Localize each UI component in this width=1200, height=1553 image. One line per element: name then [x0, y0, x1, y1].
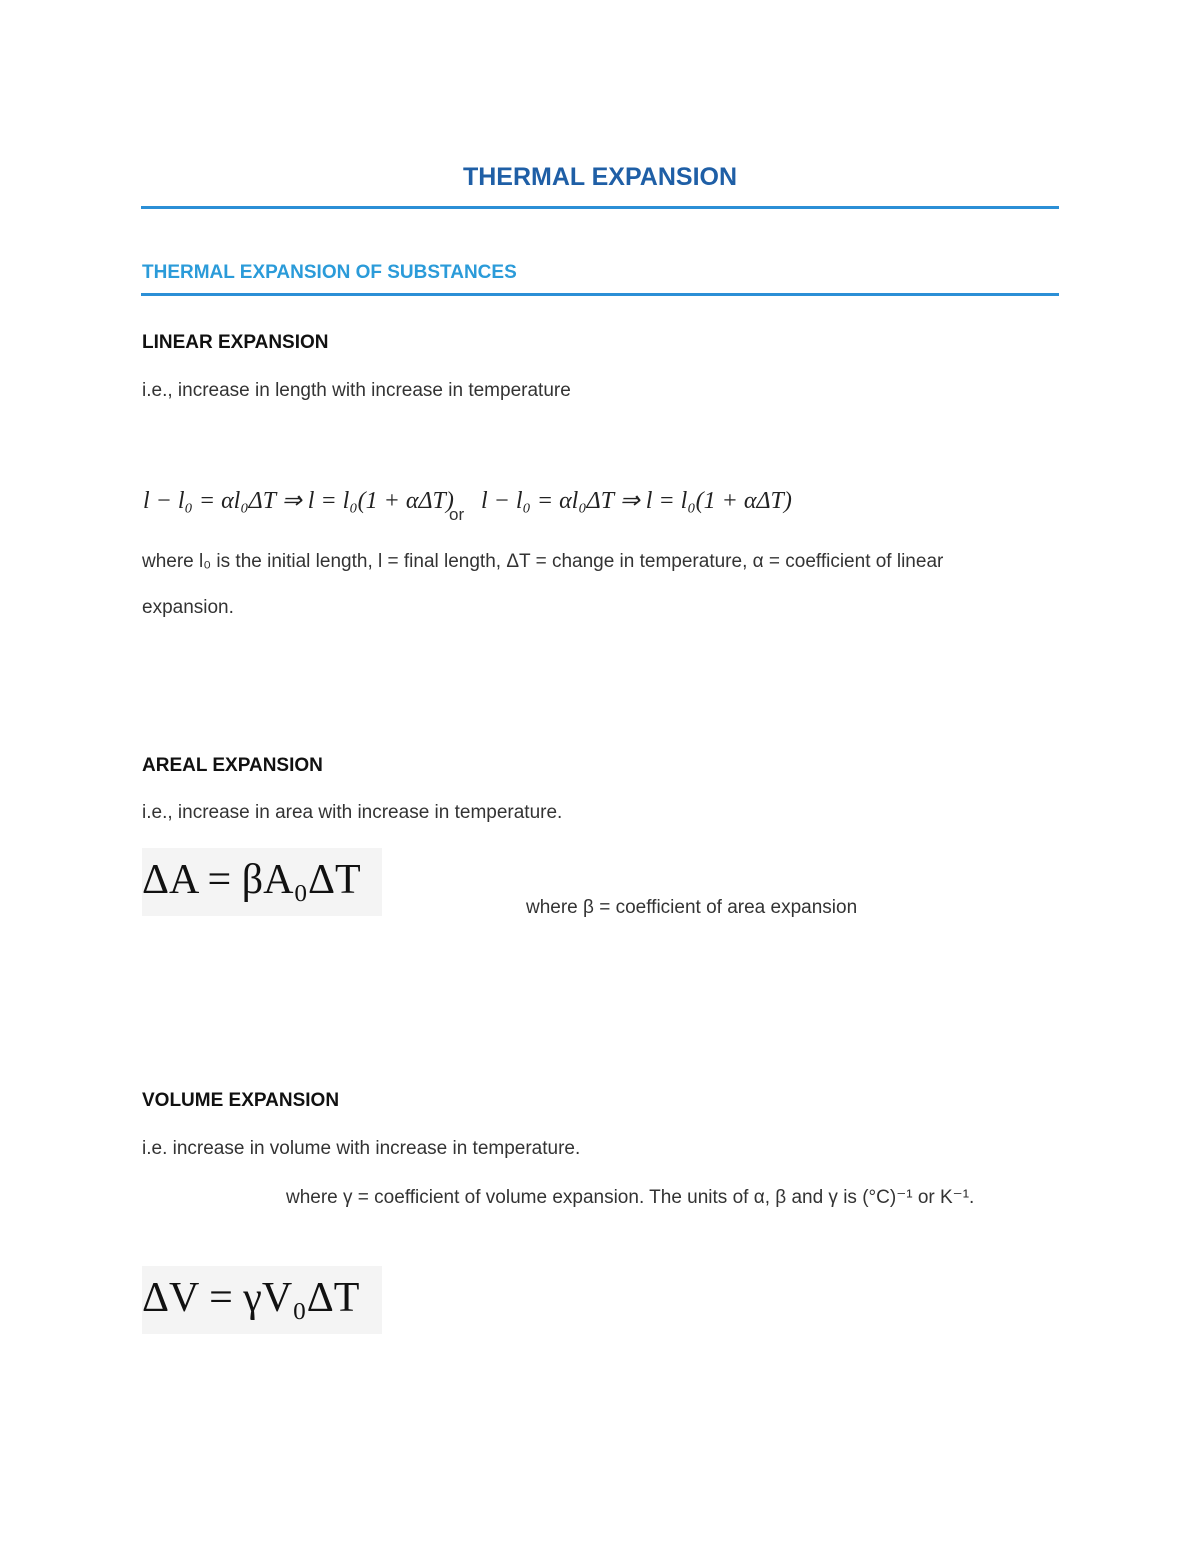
linear-equation-left: l − l₀ = αl₀ΔT ⇒ l = l₀(1 + αΔT) [143, 488, 454, 514]
areal-description: i.e., increase in area with increase in temperature. [142, 802, 563, 823]
subheading-divider [141, 293, 1059, 296]
section-subheading: THERMAL EXPANSION OF SUBSTANCES [142, 262, 517, 283]
volume-heading: VOLUME EXPANSION [142, 1090, 340, 1111]
volume-where: where γ = coefficient of volume expansion. The units of α, β and γ is (°C)⁻¹ or K⁻¹. [286, 1187, 975, 1208]
linear-or-word: or [449, 505, 465, 524]
linear-where-line1: where l₀ is the initial length, l = final length, ΔT = change in temperature, α = coefficient of linear [142, 551, 944, 572]
volume-equation: ΔV = γV₀ΔT [142, 1266, 382, 1334]
areal-where: where β = coefficient of area expansion [526, 897, 858, 918]
linear-heading: LINEAR EXPANSION [142, 332, 329, 353]
linear-equation-right: l − l₀ = αl₀ΔT ⇒ l = l₀(1 + αΔT) [481, 488, 792, 514]
title-divider [141, 206, 1059, 209]
page-title: THERMAL EXPANSION [462, 163, 738, 191]
areal-heading: AREAL EXPANSION [142, 755, 323, 776]
areal-equation: ΔA = βA₀ΔT [142, 848, 382, 916]
linear-where-line2: expansion. [142, 597, 234, 618]
linear-description: i.e., increase in length with increase in temperature [142, 380, 571, 401]
volume-description: i.e. increase in volume with increase in temperature. [142, 1138, 581, 1159]
